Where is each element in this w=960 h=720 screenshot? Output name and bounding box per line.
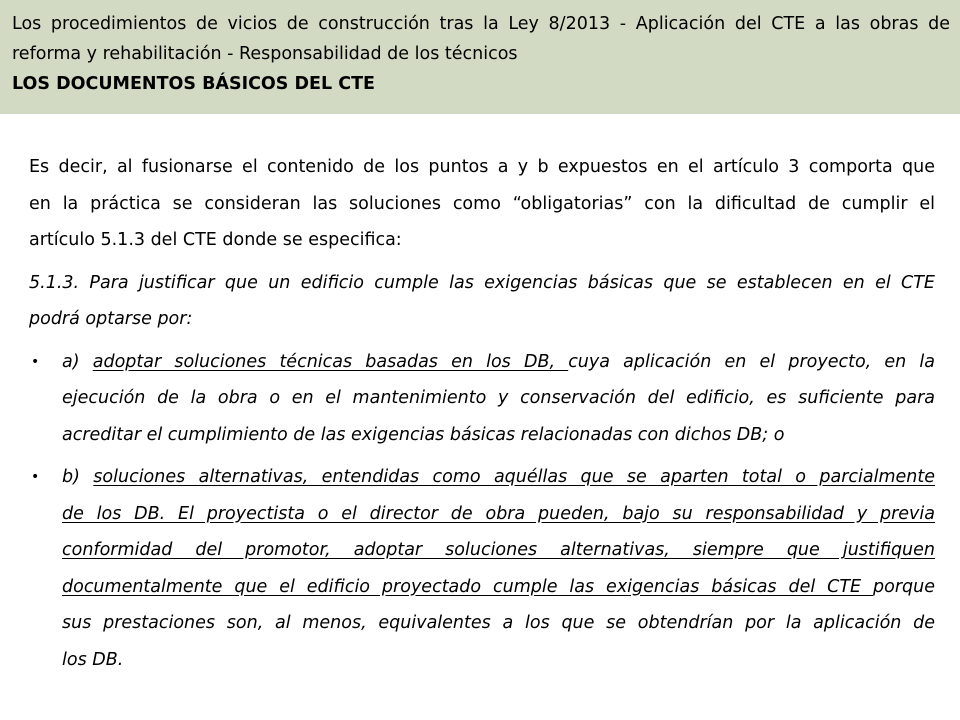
quote-line-2: podrá optarse por: [29, 309, 193, 329]
intro-line-1: Es decir, al fusionarse el contenido de los puntos a y b expuestos en el artículo 3 comporta que [29, 157, 935, 177]
bullet-b-line-2: de los DB. El proyectista o el director de obra pueden, bajo su responsabilidad y previa [62, 503, 935, 524]
bullet-a-line-1 [62, 344, 935, 381]
bullet-b-line-4 [62, 569, 935, 606]
bullet-b-line-5: sus prestaciones son, al menos, equivalentes a los que se obtendrían por la aplicación de [62, 613, 935, 633]
header-title-line-1: Los procedimientos de vicios de construcción tras la Ley 8/2013 - Aplicación del CTE a las obras de [12, 14, 950, 34]
bullet-icon: • [31, 353, 40, 370]
slide-header [0, 0, 960, 114]
slide-body [29, 149, 935, 678]
bullet-b-line-6: los DB. [62, 649, 124, 670]
bullet-b-line-3: conformidad del promotor, adoptar soluciones alternativas, siempre que justifiquen [62, 540, 935, 560]
bullet-b-line-1 [62, 459, 935, 496]
section-title: LOS DOCUMENTOS BÁSICOS DEL CTE [12, 74, 375, 94]
bullet-b-marker: b) [62, 467, 94, 487]
bullet-a-line-2: ejecución de la obra o en el mantenimiento y conservación del edificio, es suficiente para [62, 388, 935, 408]
bullet-item-b [29, 459, 935, 678]
intro-paragraph [29, 149, 935, 259]
bullet-a-underlined-text: adoptar soluciones técnicas basadas en los DB, [92, 351, 569, 372]
bullet-a-line-3: acreditar el cumplimiento de las exigencias básicas relacionadas con dichos DB; o [62, 424, 785, 445]
quote-line-1: 5.1.3. Para justificar que un edificio cumple las exigencias básicas que se establecen en el CTE [29, 272, 935, 293]
bullet-item-a [29, 344, 935, 454]
intro-line-2: en la práctica se consideran las soluciones como “obligatorias” con la dificultad de cumplir el [29, 193, 935, 214]
header-title-line-2: reforma y rehabilitación - Responsabilidad de los técnicos [12, 44, 518, 64]
bullet-b-line-4-underlined: documentalmente que el edificio proyectado cumple las exigencias básicas del CTE [62, 576, 874, 597]
bullet-b-line-1-underlined: soluciones alternativas, entendidas como aquéllas que se aparten total o parcialmente [93, 467, 935, 487]
bullet-icon: • [31, 469, 40, 485]
bullet-a-marker: a) [62, 351, 93, 372]
intro-line-3: artículo 5.1.3 del CTE donde se especifica: [29, 230, 402, 250]
quote-paragraph [29, 265, 935, 338]
bullet-a-line-1-rest: cuya aplicación en el proyecto, en la [568, 351, 936, 372]
bullet-b-line-4-rest: porque [873, 576, 935, 597]
